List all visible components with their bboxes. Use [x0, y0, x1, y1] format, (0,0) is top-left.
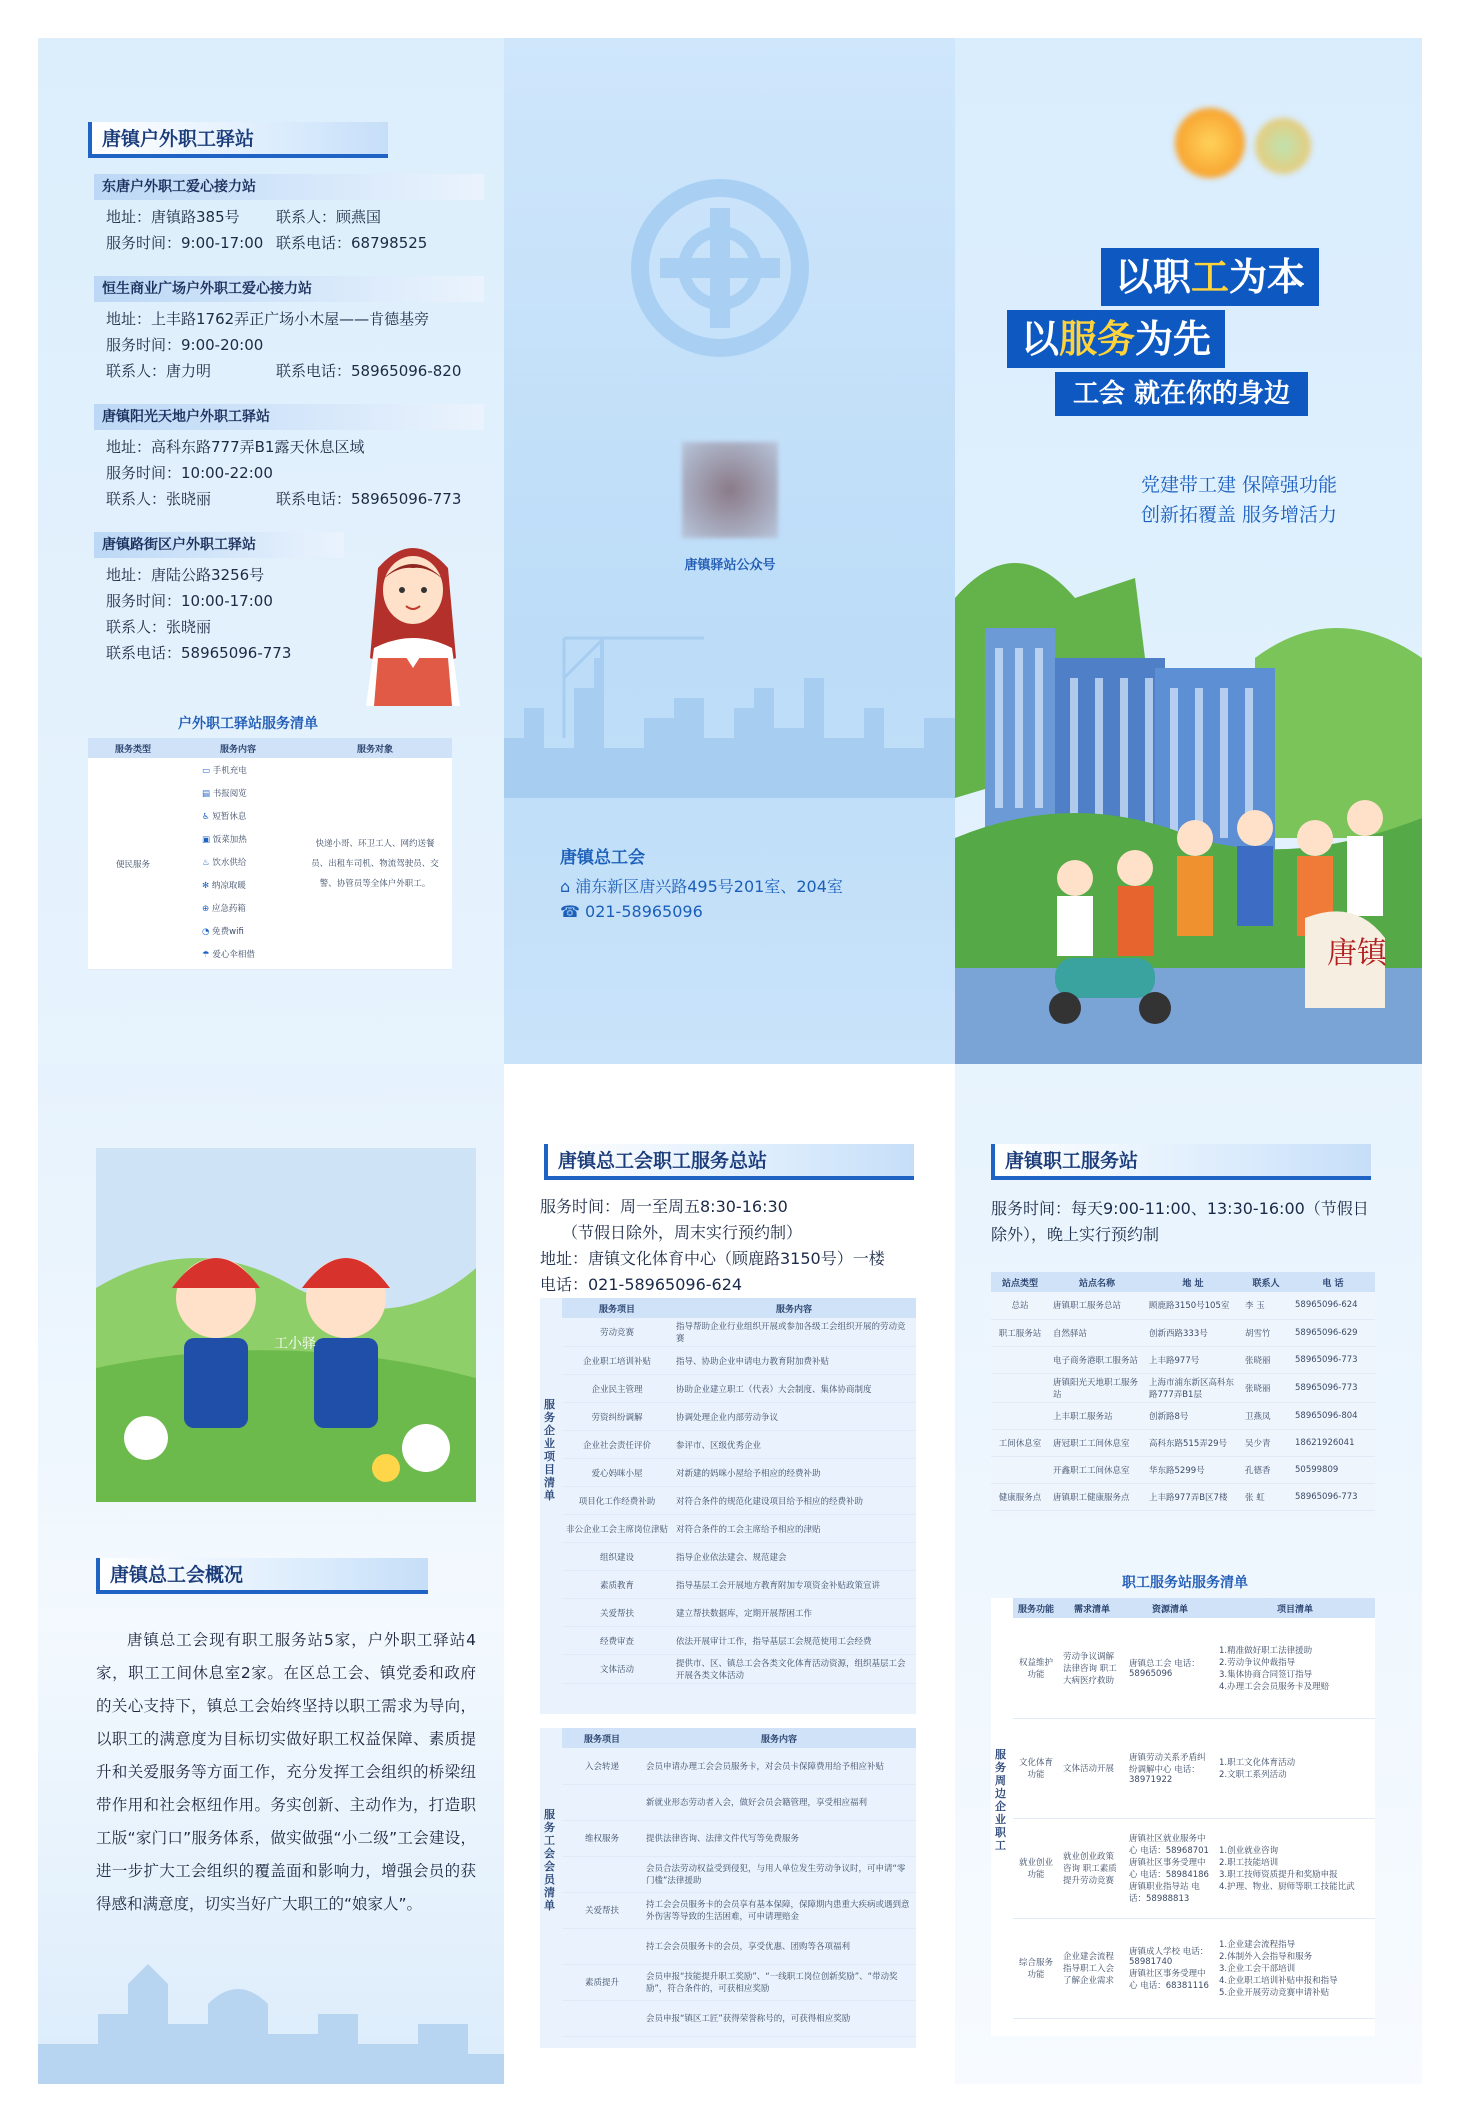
- panel-center-station: [504, 1064, 955, 2084]
- station-info: 联系人：张晓丽: [106, 618, 212, 636]
- table-row: [562, 1784, 916, 1820]
- table-cell: 会员申报“镇区工匠”获得荣誉称号的，可获得相应奖励: [642, 2000, 916, 2036]
- list-item: ♿ 短暂休息: [202, 812, 247, 822]
- table-cell: 18621926041: [1291, 1429, 1375, 1456]
- station-card: [94, 404, 484, 512]
- wifi-icon: ◔: [202, 927, 213, 937]
- table-cell: 指导企业依法建会、规范建会: [672, 1543, 916, 1571]
- table-cell: 李 玉: [1241, 1292, 1291, 1319]
- table-cell: [562, 2000, 642, 2036]
- panel-back-cover: [504, 38, 955, 1064]
- table-header: 联系人: [1241, 1272, 1291, 1292]
- station-info: 联系电话：58965096-773: [276, 490, 462, 508]
- table-cell: 唐镇成人学校 电话：58981740 唐镇社区事务受理中心 电话：68381116: [1125, 1918, 1215, 2018]
- table-cell: 就业创业功能: [1013, 1818, 1059, 1918]
- member-table-wrap: [540, 1728, 916, 2048]
- table-cell: [991, 1373, 1049, 1402]
- table-cell: 健康服务点: [991, 1483, 1049, 1510]
- table-cell: 工间休息室: [991, 1429, 1049, 1456]
- list-title: 户外职工驿站服务清单: [178, 716, 318, 732]
- org-address: ⌂ 浦东新区唐兴路495号201室、204室: [560, 877, 843, 896]
- table-cell: 文化体育功能: [1013, 1718, 1059, 1818]
- table-cell: 持工会会员服务卡的会员享有基本保障，保障期内患重大疾病或遇到意外伤害等导致的生活困难，可申请理赔金: [642, 1892, 916, 1928]
- table-cell: 企业社会责任评价: [562, 1431, 672, 1459]
- table-header: 服务项目: [562, 1728, 642, 1748]
- table-cell: 综合服务功能: [1013, 1918, 1059, 2018]
- stations-table: [991, 1272, 1375, 1511]
- table-row: [562, 1487, 916, 1515]
- table-cell: 上丰路977弄B区7楼: [1145, 1483, 1241, 1510]
- station-info: 联系人：唐力明: [106, 362, 212, 380]
- table-cell: 权益维护功能: [1013, 1618, 1059, 1718]
- service-list-card: [88, 738, 452, 970]
- table-header: 服务内容: [642, 1728, 916, 1748]
- city-skyline: [504, 598, 955, 798]
- section-title: 唐镇总工会概况: [96, 1558, 428, 1594]
- table-header: 电 话: [1291, 1272, 1375, 1292]
- table-cell: 58965096-773: [1291, 1483, 1375, 1510]
- table-row: [991, 1346, 1375, 1373]
- table-row: [562, 1318, 916, 1347]
- table-cell: [562, 1784, 642, 1820]
- overview-text: 唐镇总工会现有职工服务站5家，户外职工驿站4家，职工工间休息室2家。在区总工会、镇党委和政府的关心支持下，镇总工会始终坚持以职工需求为导向，以职工的满意度为目标切实做好职工权益保障、素质提升和关爱服务等方面工作，充分发挥工会组织的桥梁纽带作用和社会枢纽作用。务实创新、主动作为，打造职工版“家门口”服务体系，做实做强“小二级”工会建设，进一步扩大工会组织的覆盖面和影响力，增强会员的获得感和满意度，切实当好广大职工的“娘家人”。: [96, 1631, 476, 1913]
- enterprise-service-table: [562, 1298, 916, 1684]
- service-list-table: [88, 738, 452, 970]
- station-info: 地址：高科东路777弄B1露天休息区域: [106, 438, 365, 456]
- station-card: [94, 174, 484, 256]
- table-cell: 卫燕凤: [1241, 1402, 1291, 1429]
- table-cell: 张 虹: [1241, 1483, 1291, 1510]
- list-item: ▤ 书报阅览: [202, 789, 247, 799]
- table-side-label: 服务工会会员清单: [544, 1808, 555, 1912]
- station-card: [94, 532, 344, 666]
- table-cell: 唐镇阳光天地职工服务站: [1049, 1373, 1145, 1402]
- table-header: 服务对象: [298, 738, 452, 758]
- table-cell: 唐镇总工会 电话：58965096: [1125, 1618, 1215, 1718]
- mascot-badge: 工小驿: [274, 1336, 316, 1352]
- slogan-line2: 以服务为先: [1007, 310, 1225, 368]
- station-info: 联系人：顾燕国: [276, 208, 382, 226]
- service-hours: 服务时间：周一至周五8:30-16:30: [540, 1197, 788, 1216]
- table-cell: 指导帮助企业行业组织开展或参加各级工会组织开展的劳动竞赛: [672, 1318, 916, 1347]
- station-service-table: [1013, 1598, 1375, 2019]
- member-service-table: [562, 1728, 916, 2037]
- table-row: [991, 1429, 1375, 1456]
- table-cell: 58965096-773: [1291, 1346, 1375, 1373]
- panel-overview: [38, 1064, 504, 2084]
- table-header: 服务项目: [562, 1298, 672, 1318]
- table-header: 项目清单: [1215, 1598, 1375, 1618]
- org-phone: ☎ 021-58965096: [560, 902, 703, 921]
- table-cell: [991, 1456, 1049, 1483]
- table-cell: 企业建会流程指导职工入会了解企业需求: [1059, 1918, 1125, 2018]
- table-cell: 唐冠职工工间休息室: [1049, 1429, 1145, 1456]
- table-cell: 上海市浦东新区高科东路777弄B1层: [1145, 1373, 1241, 1402]
- table-row: [562, 2000, 916, 2036]
- table-cell: 项目化工作经费补助: [562, 1487, 672, 1515]
- table-row: [562, 1820, 916, 1856]
- table-cell: 华东路5299号: [1145, 1456, 1241, 1483]
- table-cell: 1.精准做好职工法律援助 2.劳动争议仲裁指导 3.集体协商合同签订指导 4.办理工会会员服务卡及理赔: [1215, 1618, 1375, 1718]
- mascot-illustration: [96, 1148, 476, 1502]
- table-cell: 58965096-773: [1291, 1373, 1375, 1402]
- table-row: [562, 1403, 916, 1431]
- service-hours: 服务时间：每天9:00-11:00、13:30-16:00（节假日除外），晚上实行预约制: [991, 1199, 1369, 1244]
- list-item: ▭ 手机充电: [202, 766, 247, 776]
- table-cell: 自然驿站: [1049, 1319, 1145, 1346]
- station-info: 联系电话：58965096-820: [276, 362, 462, 380]
- table-cell: 开鑫职工工间休息室: [1049, 1456, 1145, 1483]
- table-cell: 维权服务: [562, 1820, 642, 1856]
- table-cell: 关爱帮扶: [562, 1599, 672, 1627]
- station-info: 地址：上丰路1762弄正广场小木屋——肯德基旁: [106, 310, 430, 328]
- table-cell: 劳资纠纷调解: [562, 1403, 672, 1431]
- table-cell: 唐镇社区就业服务中心 电话：58968701 唐镇社区事务受理中心 电话：58984186 唐镇职业指导站 电话：58988813: [1125, 1818, 1215, 1918]
- workers-illustration: [955, 538, 1422, 1064]
- table-cell: 建立帮扶数据库，定期开展帮困工作: [672, 1599, 916, 1627]
- table-cell: 企业民主管理: [562, 1375, 672, 1403]
- table-cell: 创新西路333号: [1145, 1319, 1241, 1346]
- service-hours-note: （节假日除外，周末实行预约制）: [562, 1223, 803, 1242]
- table-cell: 50599809: [1291, 1456, 1375, 1483]
- table-cell: 依法开展审计工作，指导基层工会规范使用工会经费: [672, 1627, 916, 1655]
- section-title: 唐镇职工服务站: [991, 1144, 1371, 1180]
- table-cell: 上丰职工服务站: [1049, 1402, 1145, 1429]
- table-header: 服务类型: [88, 738, 178, 758]
- list-target: 快递小哥、环卫工人、网约送餐员、出租车司机、物流驾驶员、交警、协管员等全体户外职工。: [298, 758, 452, 970]
- panel-front-cover: [955, 38, 1422, 1064]
- water-icon: ♨: [202, 858, 213, 868]
- umbrella-icon: ☂: [202, 950, 213, 960]
- table-cell: 组织建设: [562, 1543, 672, 1571]
- table-row: [991, 1456, 1375, 1483]
- table-cell: 对新建的妈咪小屋给予相应的经费补助: [672, 1459, 916, 1487]
- center-phone: 电话：021-58965096-624: [540, 1275, 743, 1294]
- location-icon: ⌂: [560, 877, 576, 896]
- table-cell: 经费审查: [562, 1627, 672, 1655]
- station-info: 服务时间：10:00-22:00: [106, 464, 273, 482]
- table-side-label: 服务周边企业职工: [995, 1748, 1006, 1852]
- table-cell: 提供法律咨询、法律文件代写等免费服务: [642, 1820, 916, 1856]
- table-header: 服务功能: [1013, 1598, 1059, 1618]
- station-name: 唐镇阳光天地户外职工驿站: [94, 404, 484, 430]
- table-row: [562, 1543, 916, 1571]
- table-cell: 参评市、区级优秀企业: [672, 1431, 916, 1459]
- medkit-icon: ⊕: [202, 904, 212, 914]
- table-cell: 指导、协助企业申请电力教育附加费补贴: [672, 1347, 916, 1375]
- station-info: 联系电话：68798525: [276, 234, 428, 252]
- table-row: [1013, 1918, 1375, 2018]
- station-info: 服务时间：9:00-20:00: [106, 336, 264, 354]
- table-cell: 会员合法劳动权益受到侵犯，与用人单位发生劳动争议时，可申请“零门槛”法律援助: [642, 1856, 916, 1892]
- stone-text: 唐镇: [1327, 936, 1387, 971]
- table-cell: 孔德香: [1241, 1456, 1291, 1483]
- table-row: [1013, 1818, 1375, 1918]
- table-cell: 上丰路977号: [1145, 1346, 1241, 1373]
- table-row: [562, 1964, 916, 2000]
- table-header: 服务内容: [178, 738, 298, 758]
- table-cell: 新就业形态劳动者入会，做好会员会籍管理，享受相应福利: [642, 1784, 916, 1820]
- seat-icon: ♿: [202, 812, 213, 822]
- table-row: [562, 1375, 916, 1403]
- table-cell: 对符合条件的规范化建设项目给予相应的经费补助: [672, 1487, 916, 1515]
- fan-icon: ✻: [202, 881, 212, 891]
- table-cell: 爱心妈咪小屋: [562, 1459, 672, 1487]
- table-cell: 张晓丽: [1241, 1373, 1291, 1402]
- list-type: 便民服务: [88, 758, 178, 970]
- station-info: 联系电话：58965096-773: [106, 644, 292, 662]
- table-cell: [562, 1856, 642, 1892]
- microwave-icon: ▣: [202, 835, 213, 845]
- table-cell: 会员申报“技能提升职工奖励”、“一线职工岗位创新奖励”、“带动奖励”，符合条件的，可获相应奖励: [642, 1964, 916, 2000]
- table-row: [562, 1748, 916, 1784]
- table-cell: 58965096-804: [1291, 1402, 1375, 1429]
- table-row: [562, 1347, 916, 1375]
- table-cell: [991, 1402, 1049, 1429]
- station-info: 联系人：张晓丽: [106, 490, 212, 508]
- table-cell: 电子商务港职工服务站: [1049, 1346, 1145, 1373]
- union-logo-icon: [1175, 108, 1245, 178]
- list-item: ◔ 免费wifi: [202, 927, 244, 937]
- table-cell: 协调处理企业内部劳动争议: [672, 1403, 916, 1431]
- phone-icon: ▭: [202, 766, 213, 776]
- station-card: [94, 276, 484, 384]
- station-info: 服务时间：10:00-17:00: [106, 592, 273, 610]
- table-cell: 就业创业政策咨询 职工素质提升劳动竞赛: [1059, 1818, 1125, 1918]
- table-cell: 1.创业就业咨询 2.职工技能培训 3.职工技师资质提升和奖励申报 4.护理、物业、厨师等职工技能比武: [1215, 1818, 1375, 1918]
- table-cell: 对符合条件的工会主席给予相应的津贴: [672, 1515, 916, 1543]
- stations-table-wrap: [991, 1272, 1375, 1518]
- table-cell: 文体活动开展: [1059, 1718, 1125, 1818]
- station-info: 地址：唐陆公路3256号: [106, 566, 265, 584]
- table-row: [1013, 1618, 1375, 1718]
- table-cell: 会员申请办理工会会员服务卡，对会员卡保障费用给予相应补贴: [642, 1748, 916, 1784]
- table-row: [562, 1856, 916, 1892]
- center-address: 地址：唐镇文化体育中心（顾鹿路3150号）一楼: [540, 1249, 885, 1268]
- table-cell: [991, 1346, 1049, 1373]
- slogan-line1: 以职工为本: [1101, 248, 1319, 306]
- section-title: 唐镇总工会职工服务总站: [544, 1144, 914, 1180]
- list-item: ♨ 饮水供给: [202, 858, 247, 868]
- table-header: 站点名称: [1049, 1272, 1145, 1292]
- station-info: 服务时间：9:00-17:00: [106, 234, 264, 252]
- station-name: 恒生商业广场户外职工爱心接力站: [94, 276, 484, 302]
- table-header: 站点类型: [991, 1272, 1049, 1292]
- table-cell: 文体活动: [562, 1655, 672, 1684]
- table-row: [991, 1402, 1375, 1429]
- list-item: ✻ 纳凉取暖: [202, 881, 246, 891]
- station-info: 地址：唐镇路385号: [106, 208, 240, 226]
- qr-code: [682, 442, 778, 538]
- table-cell: [562, 1928, 642, 1964]
- table-row: [1013, 1718, 1375, 1818]
- table-cell: 创新路8号: [1145, 1402, 1241, 1429]
- table-row: [991, 1483, 1375, 1510]
- station-name: 唐镇路街区户外职工驿站: [94, 532, 344, 558]
- station-name: 东唐户外职工爱心接力站: [94, 174, 484, 200]
- table-header: 资源清单: [1125, 1598, 1215, 1618]
- table-row: [562, 1515, 916, 1543]
- table-cell: 58965096-629: [1291, 1319, 1375, 1346]
- enterprise-table-wrap: [540, 1298, 916, 1714]
- list-item: ⊕ 应急药箱: [202, 904, 246, 914]
- service-list-wrap: [991, 1598, 1375, 2036]
- table-header: 服务内容: [672, 1298, 916, 1318]
- panel-worker-stations: [955, 1064, 1422, 2084]
- table-row: [991, 1292, 1375, 1319]
- table-cell: 1.职工文化体育活动 2.文职工系列活动: [1215, 1718, 1375, 1818]
- table-cell: 高科东路515弄29号: [1145, 1429, 1241, 1456]
- table-cell: 职工服务站: [991, 1319, 1049, 1346]
- table-cell: 入会转递: [562, 1748, 642, 1784]
- table-row: [562, 1459, 916, 1487]
- table-cell: 唐镇职工健康服务点: [1049, 1483, 1145, 1510]
- book-icon: ▤: [202, 789, 213, 799]
- table-cell: 提供市、区、镇总工会各类文化体育活动资源，组织基层工会开展各类文体活动: [672, 1655, 916, 1684]
- section-title: 唐镇户外职工驿站: [88, 122, 388, 158]
- qr-label: 唐镇驿站公众号: [684, 558, 776, 573]
- org-name: 唐镇总工会: [560, 848, 645, 868]
- table-side-label: 服务企业项目清单: [544, 1398, 555, 1502]
- table-cell: 持工会会员服务卡的会员，享受优惠、团购等各项福利: [642, 1928, 916, 1964]
- table-row: [562, 1599, 916, 1627]
- sub-slogan: 党建带工建 保障强功能: [1141, 474, 1338, 496]
- phone-icon: ☎: [560, 902, 586, 921]
- sub-slogan: 创新拓覆盖 服务增活力: [1141, 504, 1338, 526]
- table-row: [562, 1571, 916, 1599]
- table-cell: 劳动争议调解 法律咨询 职工大病医疗救助: [1059, 1618, 1125, 1718]
- table-cell: 企业职工培训补贴: [562, 1347, 672, 1375]
- slogan-line3: 工会 就在你的身边: [1055, 372, 1308, 416]
- table-cell: 关爱帮扶: [562, 1892, 642, 1928]
- table-row: [562, 1928, 916, 1964]
- union-logo-icon: [630, 178, 810, 358]
- table-header: 需求清单: [1059, 1598, 1125, 1618]
- table-row: [562, 1892, 916, 1928]
- table-row: [562, 1655, 916, 1684]
- table-cell: 指导基层工会开展地方教育附加专项资金补贴政策宣讲: [672, 1571, 916, 1599]
- table-row: [562, 1431, 916, 1459]
- table-row: [562, 1627, 916, 1655]
- table-cell: 张晓丽: [1241, 1346, 1291, 1373]
- party-logo-icon: [1255, 118, 1311, 174]
- girl-illustration: [338, 528, 488, 708]
- city-skyline: [38, 1904, 504, 2084]
- list-title: 职工服务站服务清单: [1122, 1575, 1248, 1591]
- table-cell: 总站: [991, 1292, 1049, 1319]
- panel-outdoor-stations: [38, 38, 504, 1064]
- table-cell: 素质提升: [562, 1964, 642, 2000]
- list-item: ☂ 爱心伞相借: [202, 950, 255, 960]
- table-row: [991, 1319, 1375, 1346]
- table-cell: 劳动竞赛: [562, 1318, 672, 1347]
- table-cell: 顾鹿路3150号105室: [1145, 1292, 1241, 1319]
- list-item: ▣ 饭菜加热: [202, 835, 247, 845]
- table-cell: 协助企业建立职工（代表）大会制度、集体协商制度: [672, 1375, 916, 1403]
- table-header: 地 址: [1145, 1272, 1241, 1292]
- table-cell: 唐镇劳动关系矛盾纠纷调解中心 电话：38971922: [1125, 1718, 1215, 1818]
- table-row: [991, 1373, 1375, 1402]
- table-cell: 胡雪竹: [1241, 1319, 1291, 1346]
- table-cell: 非公企业工会主席岗位津贴: [562, 1515, 672, 1543]
- table-cell: 素质教育: [562, 1571, 672, 1599]
- table-cell: 吴少青: [1241, 1429, 1291, 1456]
- table-cell: 1.企业建会流程指导 2.体制外入会指导和服务 3.企业工会干部培训 4.企业职工培训补贴申报和指导 5.企业开展劳动竞赛申请补贴: [1215, 1918, 1375, 2018]
- table-cell: 唐镇职工服务总站: [1049, 1292, 1145, 1319]
- table-cell: 58965096-624: [1291, 1292, 1375, 1319]
